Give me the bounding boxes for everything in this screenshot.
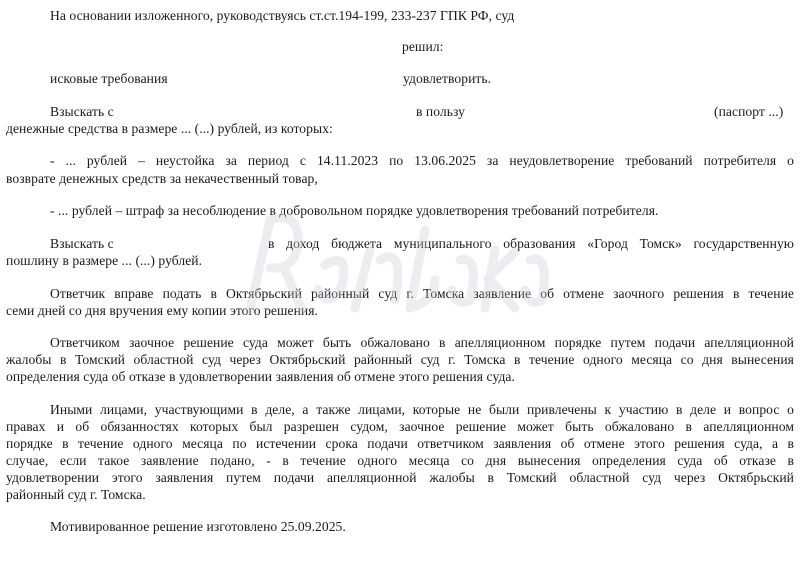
appeal2-line2: жалобы в Томский областной суд через Октябрьский районный суд г. Томска в течение одного месяца со дня вынесения [6, 352, 794, 367]
appeal1-line1: Ответчик вправе подать в Октябрьский районный суд г. Томска заявление об отмене заочного решения в течение [50, 286, 794, 301]
others-line2: правах и об обязанностях которых был разрешен судом, заочное решение может быть обжаловано в апелляционном [6, 419, 794, 434]
item1-line1: - ... рублей – неустойка за период с 14.11.2023 по 13.06.2025 за неудовлетворение требований потребителя о [50, 153, 794, 168]
appeal2-line3: определения суда об отказе в удовлетворении заявления об отмене этого решения суда. [6, 369, 515, 384]
others-line4: случае, если такое заявление подано, - в течение одного месяца со дня вынесения определения суда об отказе в [6, 453, 794, 468]
others-line5: удовлетворении этого заявления путем подачи апелляционной жалобы в Томский областной суд через Октябрьский [6, 470, 794, 485]
item2-line: - ... рублей – штраф за несоблюдение в добровольном порядке удовлетворения требований потребителя. [50, 203, 659, 218]
appeal1-line2: семи дней со дня вручения ему копии этого решения. [6, 303, 319, 318]
appeal2-line1: Ответчиком заочное решение суда может быть обжаловано в апелляционном порядке путем подачи апелляционной [50, 335, 794, 350]
others-line1: Иными лицами, участвующими в деле, а также лицами, которые не были привлечены к участию в деле и вопрос о [50, 402, 794, 417]
claims-text-end: удовлетворить. [403, 71, 492, 86]
recover1-line2: денежные средства в размере ... (...) рублей, из которых: [6, 121, 333, 136]
reasoned-decision-line: Мотивированное решение изготовлено 25.09.2025. [50, 519, 346, 534]
others-line6: районный суд г. Томска. [6, 487, 146, 502]
recover1-start: Взыскать с [50, 104, 114, 119]
recover1-end: (паспорт ...) [714, 104, 784, 119]
claims-text-start: исковые требования [50, 71, 168, 86]
recover1-middle: в пользу [416, 104, 465, 119]
others-line3: порядке в течение одного месяца по истечении срока подачи ответчиком заявления об отмене этого решения суда, а в [6, 436, 794, 451]
recover2-end: в доход бюджета муниципального образования «Город Томск» государственную [268, 236, 794, 251]
intro-line: На основании изложенного, руководствуясь ст.ст.194-199, 233-237 ГПК РФ, суд [50, 8, 515, 23]
recover2-start: Взыскать с [50, 236, 114, 251]
item1-line2: возврате денежных средств за некачественный товар, [6, 171, 318, 186]
decided-heading: решил: [402, 39, 444, 54]
recover2-line2: пошлину в размере ... (...) рублей. [6, 253, 203, 268]
